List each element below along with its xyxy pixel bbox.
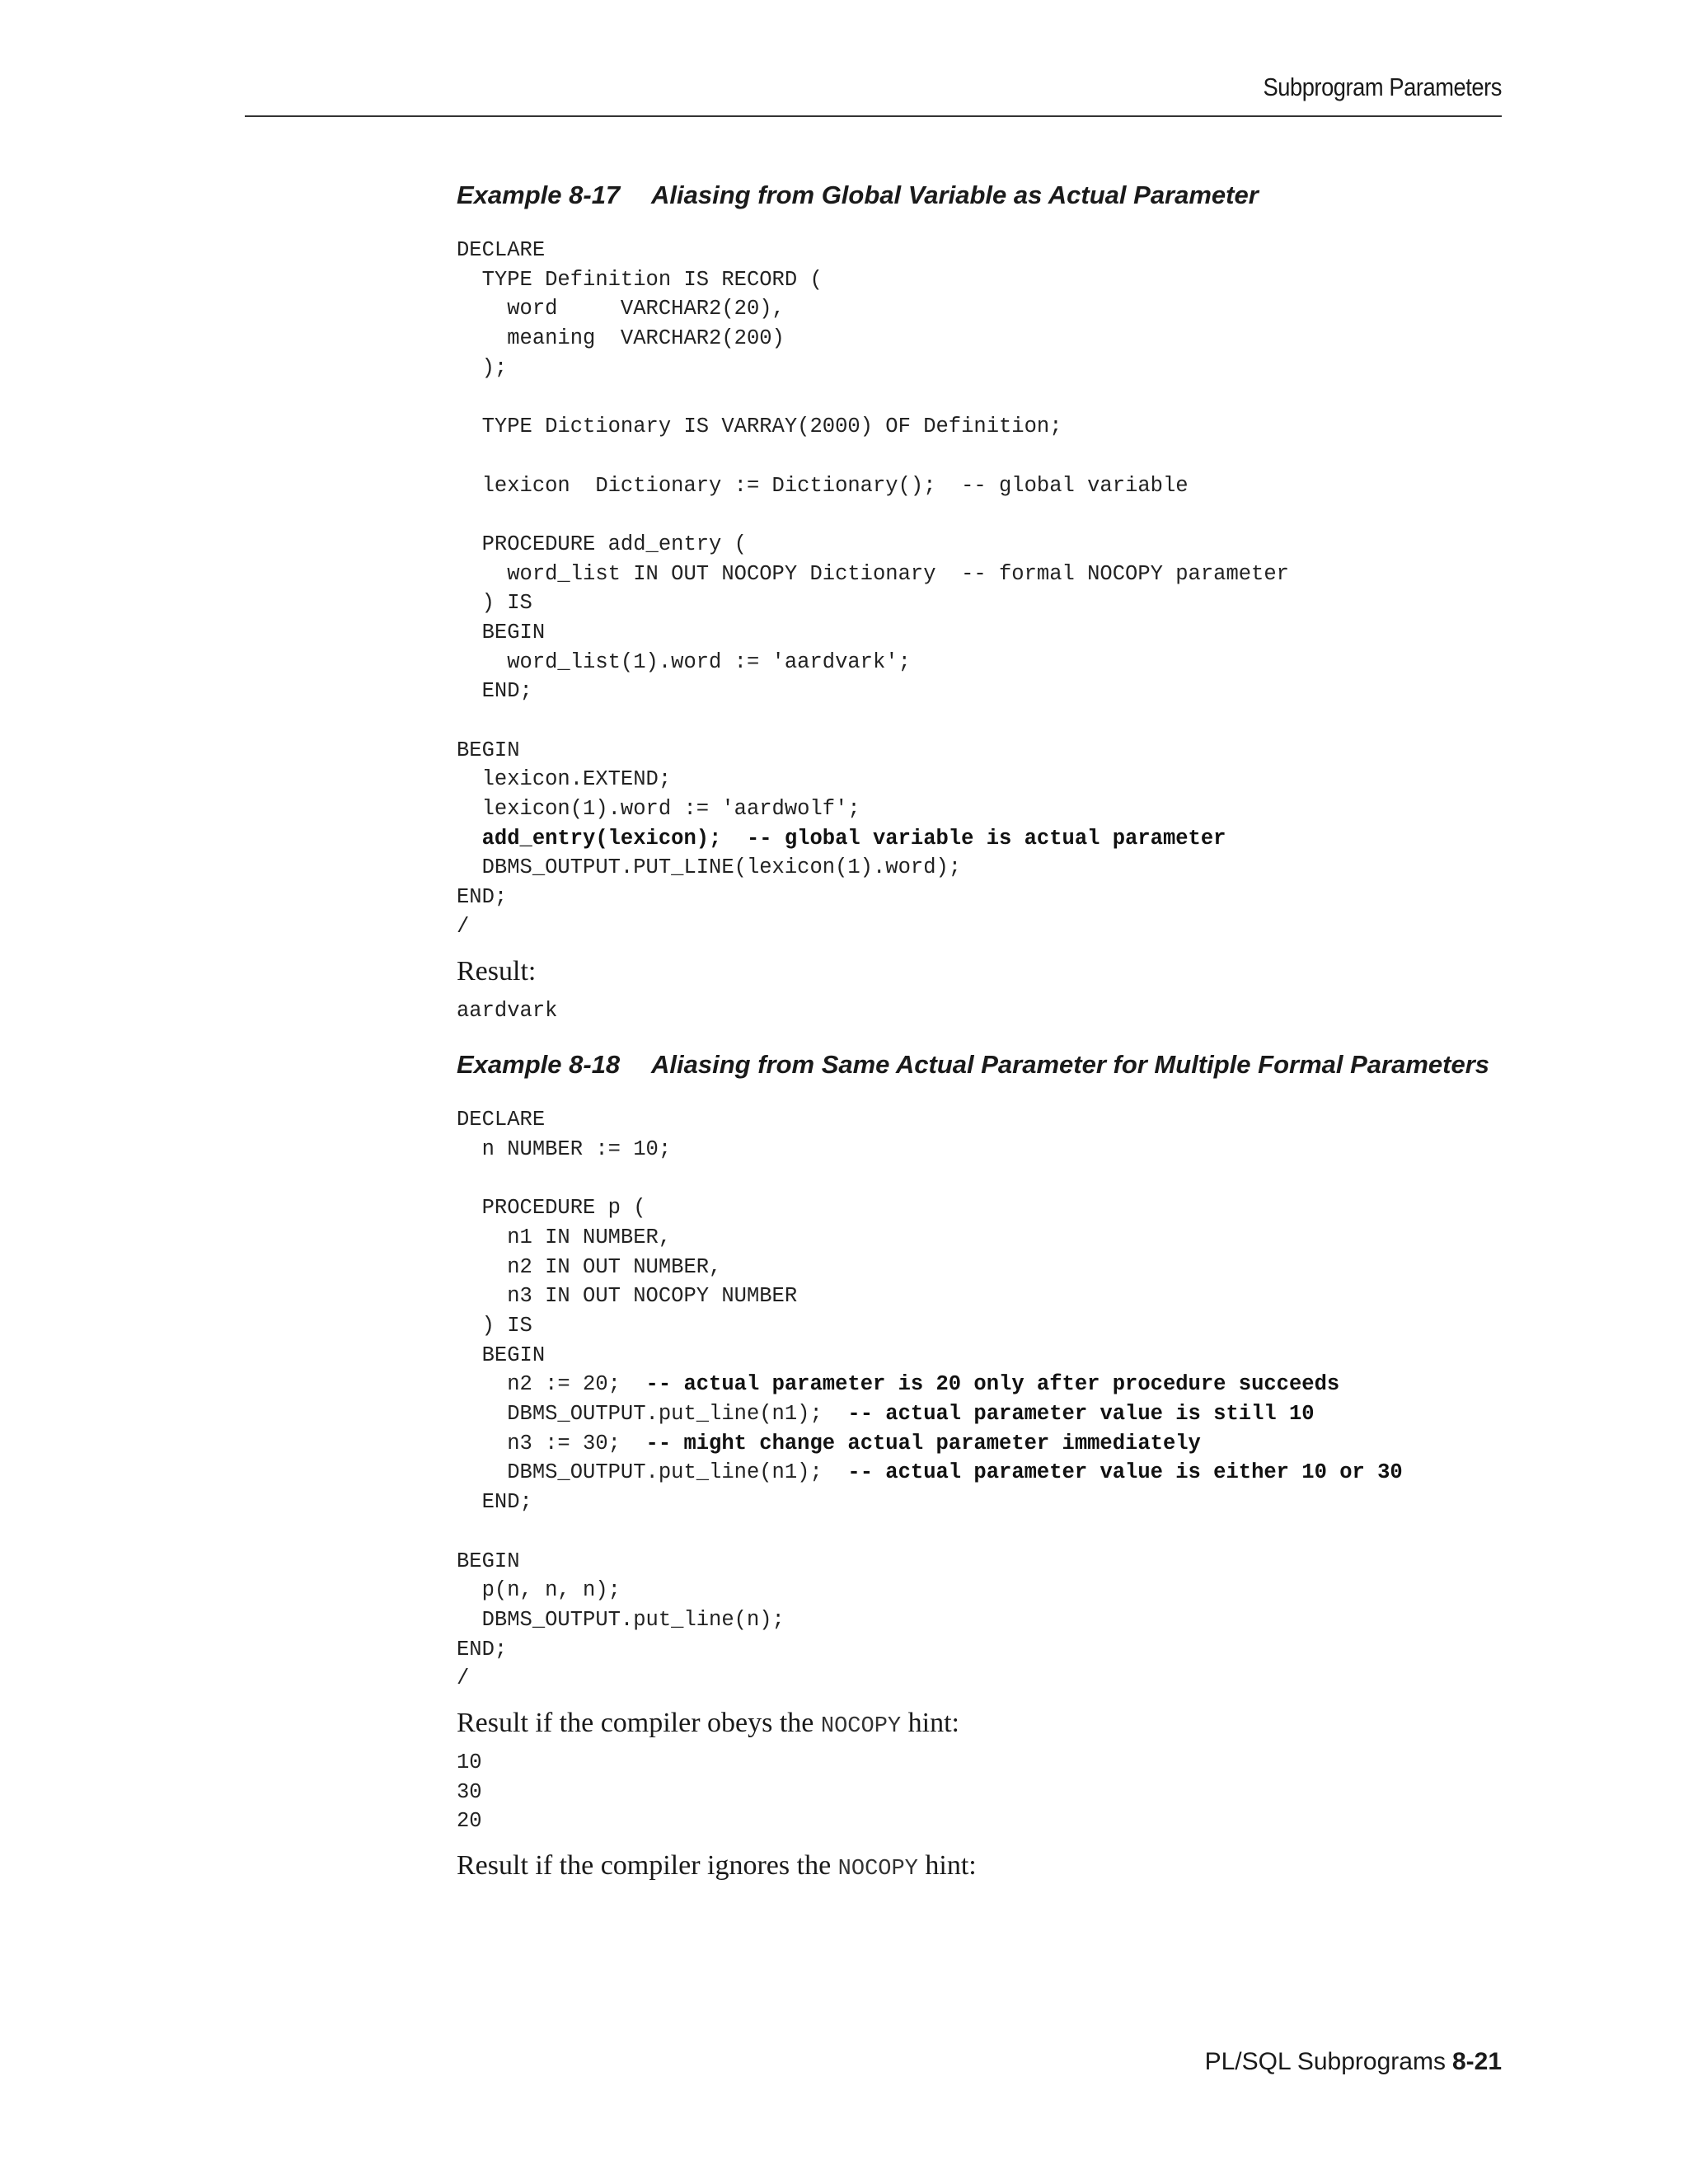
example-8-18-title (457, 1045, 1528, 1085)
code-line (457, 1399, 1528, 1429)
example-8-17-caption: Aliasing from Global Variable as Actual Parameter (651, 180, 1259, 209)
code-text: lexicon(1).word := 'aardwolf'; (457, 797, 860, 822)
example-8-18-code-block (457, 1105, 1528, 1694)
example-8-18-result-obeys-output (457, 1748, 1528, 1836)
example-8-18-result-ignores-label (457, 1846, 1528, 1886)
code-line (457, 324, 1528, 354)
code-text: / (457, 1666, 470, 1691)
result-ignores-text-after: hint: (917, 1850, 977, 1881)
code-text: ) IS (457, 591, 532, 616)
code-line (457, 1165, 1528, 1194)
code-text: 20 (457, 1809, 482, 1834)
page-content (457, 176, 1528, 1886)
footer-chapter-title: PL/SQL Subprograms (1204, 2048, 1446, 2075)
code-text: n3 IN OUT NOCOPY NUMBER (457, 1284, 798, 1309)
code-line (457, 1458, 1528, 1488)
code-line (457, 1282, 1528, 1311)
code-text: meaning VARCHAR2(200) (457, 326, 785, 351)
code-line (457, 560, 1528, 589)
result-obeys-keyword: NOCOPY (820, 1713, 902, 1739)
code-line (457, 1311, 1528, 1341)
code-line (457, 1370, 1528, 1399)
code-text: TYPE Definition IS RECORD ( (457, 267, 823, 292)
code-text: ); (457, 355, 508, 380)
code-line (457, 294, 1528, 324)
code-line (457, 382, 1528, 412)
code-line (457, 265, 1528, 295)
code-line (457, 1253, 1528, 1282)
code-line (457, 1664, 1528, 1694)
code-line (457, 883, 1528, 912)
code-line (457, 1429, 1528, 1459)
code-line (457, 1341, 1528, 1371)
code-text: 30 (457, 1779, 482, 1804)
code-text: ) IS (457, 1314, 532, 1338)
code-line (457, 442, 1528, 471)
code-line (457, 706, 1528, 736)
code-line (457, 1576, 1528, 1605)
code-text: END; (457, 679, 532, 704)
code-text: DBMS_OUTPUT.put_line(n); (457, 1607, 785, 1632)
result-ignores-text-before: Result if the compiler ignores the (457, 1850, 838, 1881)
code-text: DECLARE (457, 238, 546, 262)
code-text: n2 := 20; (457, 1372, 646, 1397)
code-text: n2 IN OUT NUMBER, (457, 1254, 722, 1279)
code-line (457, 1748, 1528, 1778)
code-text: PROCEDURE add_entry ( (457, 532, 747, 556)
example-8-18-caption: Aliasing from Same Actual Parameter for Multiple Formal Parameters (651, 1050, 1490, 1080)
result-obeys-text-after: hint: (901, 1707, 959, 1738)
code-text: DBMS_OUTPUT.put_line(n1); (457, 1460, 848, 1485)
code-bold-text: -- actual parameter value is still 10 (847, 1402, 1315, 1427)
code-text: BEGIN (457, 1343, 546, 1367)
result-obeys-text-before: Result if the compiler obeys the (457, 1707, 821, 1738)
code-text: p(n, n, n); (457, 1578, 621, 1603)
code-text: n1 IN NUMBER, (457, 1225, 672, 1249)
example-8-17-code-block (457, 236, 1528, 942)
code-line (457, 912, 1528, 942)
example-8-17 (457, 176, 1528, 1025)
code-line (457, 354, 1528, 383)
code-line (457, 1223, 1528, 1253)
example-8-18 (457, 1045, 1528, 1886)
code-text: word_list(1).word := 'aardvark'; (457, 649, 911, 674)
example-8-18-result-obeys-label (457, 1704, 1528, 1743)
code-text: DBMS_OUTPUT.put_line(n1); (457, 1402, 848, 1427)
code-line (457, 412, 1528, 442)
code-text: aardvark (457, 998, 558, 1023)
code-line (457, 794, 1528, 824)
code-line (457, 765, 1528, 794)
code-text: END; (457, 885, 508, 910)
code-text: BEGIN (457, 1549, 520, 1573)
code-line (457, 588, 1528, 618)
code-text: BEGIN (457, 620, 546, 644)
example-8-17-label: Example 8-17 (457, 180, 621, 209)
code-line (457, 530, 1528, 560)
code-text: 10 (457, 1750, 482, 1774)
code-line (457, 677, 1528, 706)
code-text: DECLARE (457, 1108, 546, 1132)
code-bold-text: -- might change actual parameter immediately (645, 1431, 1201, 1455)
code-text: DBMS_OUTPUT.PUT_LINE(lexicon(1).word); (457, 855, 962, 880)
code-line (457, 236, 1528, 265)
code-line (457, 736, 1528, 766)
code-line (457, 471, 1528, 501)
example-8-17-result-label: Result: (457, 955, 537, 987)
code-line (457, 996, 1528, 1026)
code-text: n NUMBER := 10; (457, 1137, 672, 1161)
header-rule (245, 115, 1502, 117)
code-line (457, 1807, 1528, 1836)
code-text: lexicon.EXTEND; (457, 767, 672, 792)
code-text: END; (457, 1637, 508, 1661)
code-text: END; (457, 1490, 532, 1515)
code-text: BEGIN (457, 738, 520, 762)
code-bold-text: -- actual parameter is 20 only after procedure succeeds (645, 1372, 1340, 1397)
code-line (457, 1605, 1528, 1635)
code-line (457, 1547, 1528, 1577)
code-bold-text: add_entry(lexicon); -- global variable is actual parameter (457, 826, 1226, 851)
code-line (457, 648, 1528, 677)
code-line (457, 1778, 1528, 1807)
code-text: word_list IN OUT NOCOPY Dictionary -- formal NOCOPY parameter (457, 561, 1289, 586)
code-line (457, 1105, 1528, 1135)
code-line (457, 1635, 1528, 1665)
running-header-title: Subprogram Parameters (1263, 73, 1502, 101)
code-line (457, 1517, 1528, 1547)
code-text: PROCEDURE p ( (457, 1196, 646, 1221)
page-footer (1205, 2048, 1502, 2076)
code-line (457, 1135, 1528, 1165)
example-8-18-label: Example 8-18 (457, 1050, 621, 1080)
result-ignores-keyword: NOCOPY (837, 1857, 918, 1882)
code-text: TYPE Dictionary IS VARRAY(2000) OF Definition; (457, 415, 1062, 439)
footer-page-number: 8-21 (1451, 2048, 1502, 2075)
code-text: lexicon Dictionary := Dictionary(); -- global variable (457, 473, 1189, 498)
code-text: word VARCHAR2(20), (457, 297, 785, 321)
example-8-17-title (457, 176, 1528, 215)
code-line (457, 1193, 1528, 1223)
code-text: n3 := 30; (457, 1431, 646, 1455)
code-line (457, 618, 1528, 648)
example-8-17-result-output (457, 996, 1528, 1026)
code-bold-text: -- actual parameter value is either 10 or 30 (847, 1460, 1403, 1485)
code-line (457, 1488, 1528, 1517)
code-line (457, 853, 1528, 883)
code-line (457, 500, 1528, 530)
code-line (457, 824, 1528, 854)
code-text: / (457, 914, 470, 939)
